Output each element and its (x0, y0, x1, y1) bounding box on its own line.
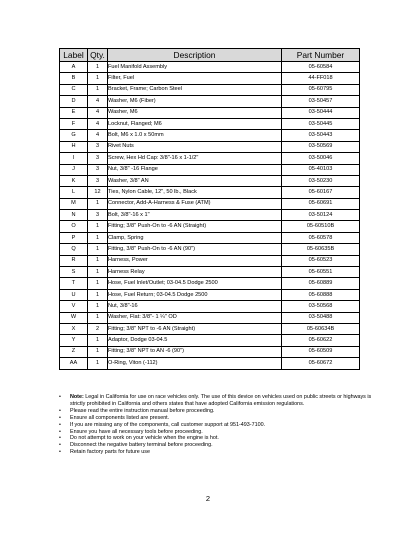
note-item (59, 442, 382, 449)
page-number: 2 (205, 494, 211, 503)
table-row (60, 118, 360, 129)
row-qty: 1 (88, 62, 108, 73)
table-row (60, 358, 360, 369)
note-item (59, 449, 382, 456)
note-item (59, 414, 382, 422)
row-qty: 1 (88, 301, 108, 312)
row-description: Adaptor, Dodge 03-04.5 (108, 335, 282, 346)
table-row (60, 267, 360, 278)
row-label: A (60, 62, 88, 73)
table-row (60, 221, 360, 232)
row-description: Washer, M6 (108, 107, 282, 118)
row-label: Y (60, 335, 88, 346)
instruction-notes (58, 394, 382, 456)
row-label: I (60, 153, 88, 164)
note-label: Note: (70, 394, 84, 400)
row-qty: 1 (88, 312, 108, 323)
row-qty: 1 (88, 358, 108, 369)
note-text: If you are missing any of the components, call customer support at 951-493-7100. (70, 421, 266, 428)
row-description: Fitting; 3/8" NPT to -6 AN (Straight) (108, 323, 282, 334)
row-description: Hose, Fuel Return; 03-04.5 Dodge 2500 (108, 289, 282, 300)
row-description: Ties, Nylon Cable, 12", 50 lb., Black (108, 187, 282, 198)
row-part-number: 05-60622 (282, 335, 360, 346)
row-part-number: 05-60635B (282, 244, 360, 255)
row-qty: 1 (88, 221, 108, 232)
row-qty: 4 (88, 107, 108, 118)
row-label: U (60, 289, 88, 300)
table-row (60, 232, 360, 243)
row-part-number: 05-60691 (282, 198, 360, 209)
row-label: L (60, 187, 88, 198)
table-row (60, 62, 360, 73)
note-text: Do not attempt to work on your vehicle when the engine is hot. (70, 435, 219, 442)
parts-table (59, 48, 360, 370)
row-qty: 2 (88, 323, 108, 334)
row-qty: 1 (88, 278, 108, 289)
row-description: Hose, Fuel Inlet/Outlet; 03-04.5 Dodge 2500 (108, 278, 282, 289)
row-qty: 1 (88, 198, 108, 209)
row-qty: 1 (88, 232, 108, 243)
note-item (59, 428, 382, 436)
row-label: AA (60, 358, 88, 369)
row-label: S (60, 267, 88, 278)
row-description: Nut, 3/8"-16 (108, 301, 282, 312)
row-label: N (60, 210, 88, 221)
table-row (60, 312, 360, 323)
row-part-number: 05-60584 (282, 62, 360, 73)
header-part-number: Part Number (282, 49, 360, 62)
row-label: H (60, 141, 88, 152)
row-part-number: 03-50046 (282, 153, 360, 164)
note-text: Disconnect the negative battery terminal before proceeding. (70, 442, 213, 449)
row-part-number: 05-60510B (282, 221, 360, 232)
note-text: Ensure all components listed are present. (70, 414, 170, 421)
row-part-number: 03-50124 (282, 210, 360, 221)
row-label: E (60, 107, 88, 118)
row-qty: 1 (88, 244, 108, 255)
note-item (59, 435, 382, 442)
row-label: X (60, 323, 88, 334)
table-row (60, 141, 360, 152)
note-text: Please read the entire instruction manual before proceeding. (70, 407, 215, 414)
row-description: Washer, 3/8" AN (108, 175, 282, 186)
row-part-number: 05-40103 (282, 164, 360, 175)
table-row (60, 84, 360, 95)
row-qty: 4 (88, 96, 108, 107)
row-qty: 3 (88, 175, 108, 186)
row-description: Washer, M6 (Fiber) (108, 96, 282, 107)
row-part-number: 03-50488 (282, 312, 360, 323)
table-row (60, 278, 360, 289)
table-row (60, 175, 360, 186)
row-label: M (60, 198, 88, 209)
row-description: Washer, Flat: 3/8"- 1 ¼" OD (108, 312, 282, 323)
row-description: Filter, Fuel (108, 73, 282, 84)
header-description: Description (108, 49, 282, 62)
row-part-number: 03-50568 (282, 301, 360, 312)
table-row (60, 346, 360, 357)
row-part-number: 05-60672 (282, 358, 360, 369)
table-row (60, 153, 360, 164)
row-label: P (60, 232, 88, 243)
table-row (60, 335, 360, 346)
row-description: Rivet Nuts (108, 141, 282, 152)
row-part-number: 05-60509 (282, 346, 360, 357)
row-part-number: 05-60889 (282, 278, 360, 289)
row-label: W (60, 312, 88, 323)
row-label: T (60, 278, 88, 289)
parts-table-body (60, 62, 360, 370)
note-item (59, 421, 382, 429)
row-label: V (60, 301, 88, 312)
row-description: Screw, Hex Hd Cap: 3/8"-16 x 1-1/2" (108, 153, 282, 164)
parts-table-header-row (60, 49, 360, 62)
row-label: F (60, 118, 88, 129)
row-part-number: 05-60888 (282, 289, 360, 300)
row-description: Clamp, Spring (108, 232, 282, 243)
row-part-number: 03-50445 (282, 118, 360, 129)
row-qty: 1 (88, 335, 108, 346)
row-label: R (60, 255, 88, 266)
row-description: Bracket, Frame; Carbon Steel (108, 84, 282, 95)
row-label: G (60, 130, 88, 141)
note-text: Legal in California for use on race vehicles only. The use of this device on vehicles used on public streets or highways is strictly prohibited in California and others states that have adopted California emission regulations. (70, 394, 372, 407)
note-item (59, 394, 382, 408)
row-description: Bolt, M6 x 1.0 x 50mm (108, 130, 282, 141)
table-row (60, 210, 360, 221)
header-label: Label (60, 49, 88, 62)
row-description: Harness, Power (108, 255, 282, 266)
bullet-icon: • (59, 442, 61, 449)
row-description: Fitting, 3/8" Push-On to -6 AN (90") (108, 244, 282, 255)
bullet-icon: • (59, 449, 61, 456)
row-description: O-Ring, Viton (-112) (108, 358, 282, 369)
table-row (60, 130, 360, 141)
row-description: Fitting; 3/8" NPT to AN -6 (90") (108, 346, 282, 357)
note-text: Retain factory parts for future use (70, 449, 150, 456)
row-part-number: 05-60795 (282, 84, 360, 95)
row-qty: 1 (88, 267, 108, 278)
row-description: Fuel Manifold Assembly (108, 62, 282, 73)
row-part-number: 03-50569 (282, 141, 360, 152)
row-qty: 4 (88, 118, 108, 129)
table-row (60, 164, 360, 175)
row-part-number: 44-FF018 (282, 73, 360, 84)
bullet-icon: • (59, 428, 61, 435)
row-label: O (60, 221, 88, 232)
table-row (60, 107, 360, 118)
row-label: C (60, 84, 88, 95)
table-row (60, 198, 360, 209)
table-row (60, 187, 360, 198)
bullet-icon: • (59, 414, 61, 421)
table-row (60, 301, 360, 312)
row-label: Z (60, 346, 88, 357)
row-label: K (60, 175, 88, 186)
table-row (60, 244, 360, 255)
bullet-icon: • (59, 421, 61, 428)
row-label: D (60, 96, 88, 107)
row-qty: 4 (88, 130, 108, 141)
row-description: Locknut, Flanged; M6 (108, 118, 282, 129)
bullet-icon: • (59, 435, 61, 442)
row-qty: 3 (88, 210, 108, 221)
table-row (60, 289, 360, 300)
table-row (60, 255, 360, 266)
row-description: Harness Relay (108, 267, 282, 278)
row-part-number: 05-60578 (282, 232, 360, 243)
row-part-number: 03-50444 (282, 107, 360, 118)
row-part-number: 05-60167 (282, 187, 360, 198)
row-qty: 3 (88, 164, 108, 175)
row-part-number: 05-60551 (282, 267, 360, 278)
row-description: Nut, 3/8" -16 Flange (108, 164, 282, 175)
table-row (60, 73, 360, 84)
row-part-number: 03-50443 (282, 130, 360, 141)
row-qty: 3 (88, 141, 108, 152)
note-item (59, 407, 382, 415)
row-description: Connector, Add-A-Harness & Fuse (ATM) (108, 198, 282, 209)
row-part-number: 05-60523 (282, 255, 360, 266)
row-part-number: 05-60634B (282, 323, 360, 334)
table-row (60, 96, 360, 107)
note-text: Ensure you have all necessary tools before proceeding. (70, 428, 203, 435)
bullet-icon: • (59, 394, 61, 400)
row-qty: 1 (88, 84, 108, 95)
row-label: Q (60, 244, 88, 255)
row-part-number: 03-50457 (282, 96, 360, 107)
row-label: B (60, 73, 88, 84)
row-qty: 3 (88, 153, 108, 164)
row-qty: 1 (88, 289, 108, 300)
table-row (60, 323, 360, 334)
row-qty: 12 (88, 187, 108, 198)
row-part-number: 03-50230 (282, 175, 360, 186)
row-description: Fitting; 3/8" Push-On to -6 AN (Straight) (108, 221, 282, 232)
row-qty: 1 (88, 255, 108, 266)
row-qty: 1 (88, 73, 108, 84)
row-description: Bolt, 3/8"-16 x 1" (108, 210, 282, 221)
bullet-icon: • (59, 407, 61, 414)
row-label: J (60, 164, 88, 175)
row-qty: 1 (88, 346, 108, 357)
header-qty: Qty. (88, 49, 108, 62)
